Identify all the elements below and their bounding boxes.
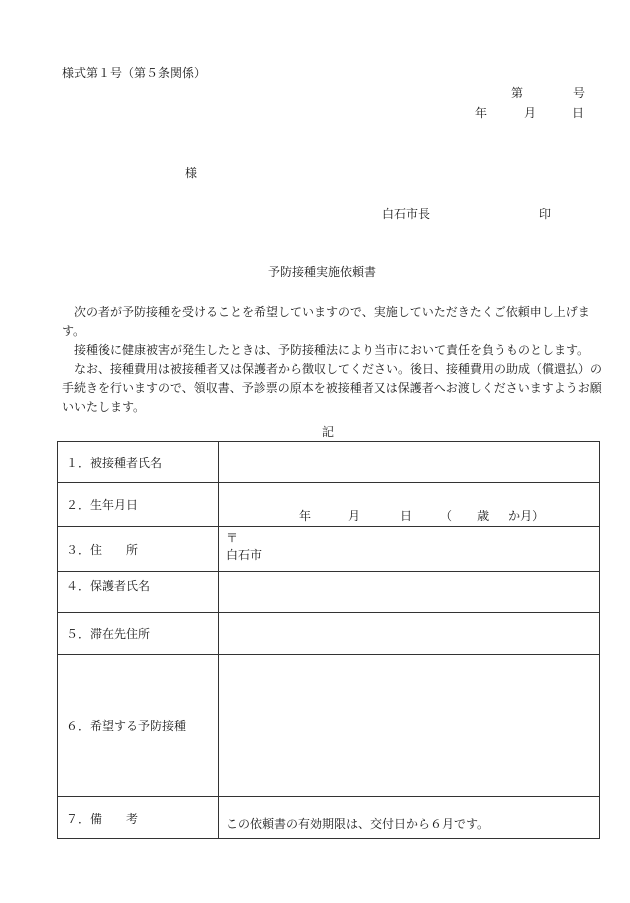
issuer-title: 白石市長 [382,207,431,221]
date-day: 日 [572,106,585,120]
birth-day: 日 [400,509,413,523]
table-row [58,613,600,655]
issuer-seal: 印 [539,207,552,221]
table-row [58,572,600,613]
row-label: ３．住 所 [58,527,219,572]
address-field[interactable] [219,527,600,572]
table-row [58,655,600,797]
body-text [62,303,602,417]
stay-address-field[interactable] [219,613,600,655]
postal-mark: 〒 [226,531,239,545]
row-label: ５．滞在先住所 [58,613,219,655]
request-form-table [57,441,600,839]
validity-note: この依頼書の有効期限は、交付日から６月です。 [226,817,490,831]
paren-open: （ [440,509,453,523]
date-month: 月 [524,106,537,120]
body-paragraph: 接種後に健康被害が発生したときは、予防接種法により当市において責任を負うものとします。 [74,343,590,357]
body-paragraph: 次の者が予防接種を受けることを希望していますので、実施していただきたくご依頼申し上げます。 [62,305,590,338]
row-label: ４．保護者氏名 [58,572,219,613]
month-age-label: か月） [508,509,545,523]
addressee-honorific: 様 [185,166,198,180]
document-title: 予防接種実施依頼書 [268,265,377,279]
age-label: 歳 [477,509,490,523]
number-go: 号 [573,86,586,100]
row-label: ２．生年月日 [58,483,219,527]
desired-vaccination-field[interactable] [219,655,600,797]
table-row [58,442,600,483]
guardian-name-field[interactable] [219,572,600,613]
birthdate-field[interactable] [219,483,600,527]
table-row [58,797,600,839]
birth-month: 月 [348,509,361,523]
number-dai: 第 [511,86,524,100]
row-label: １．被接種者氏名 [58,442,219,483]
row-label: ７．備 考 [58,797,219,839]
patient-name-field[interactable] [219,442,600,483]
row-label: ６．希望する予防接種 [58,655,219,797]
table-row [58,483,600,527]
form-number: 様式第１号（第５条関係） [62,66,207,80]
birth-year: 年 [299,509,312,523]
address-city: 白石市 [226,548,263,562]
ki-label: 記 [322,425,335,439]
date-year: 年 [475,106,488,120]
remarks-field[interactable] [219,797,600,839]
body-paragraph: なお、接種費用は被接種者又は保護者から徴収してください。後日、接種費用の助成（償還払）の手続きを行いますので、領収書、予診票の原本を被接種者又は保護者へお渡しくださいますようお願いいたします。 [62,362,603,414]
table-row [58,527,600,572]
